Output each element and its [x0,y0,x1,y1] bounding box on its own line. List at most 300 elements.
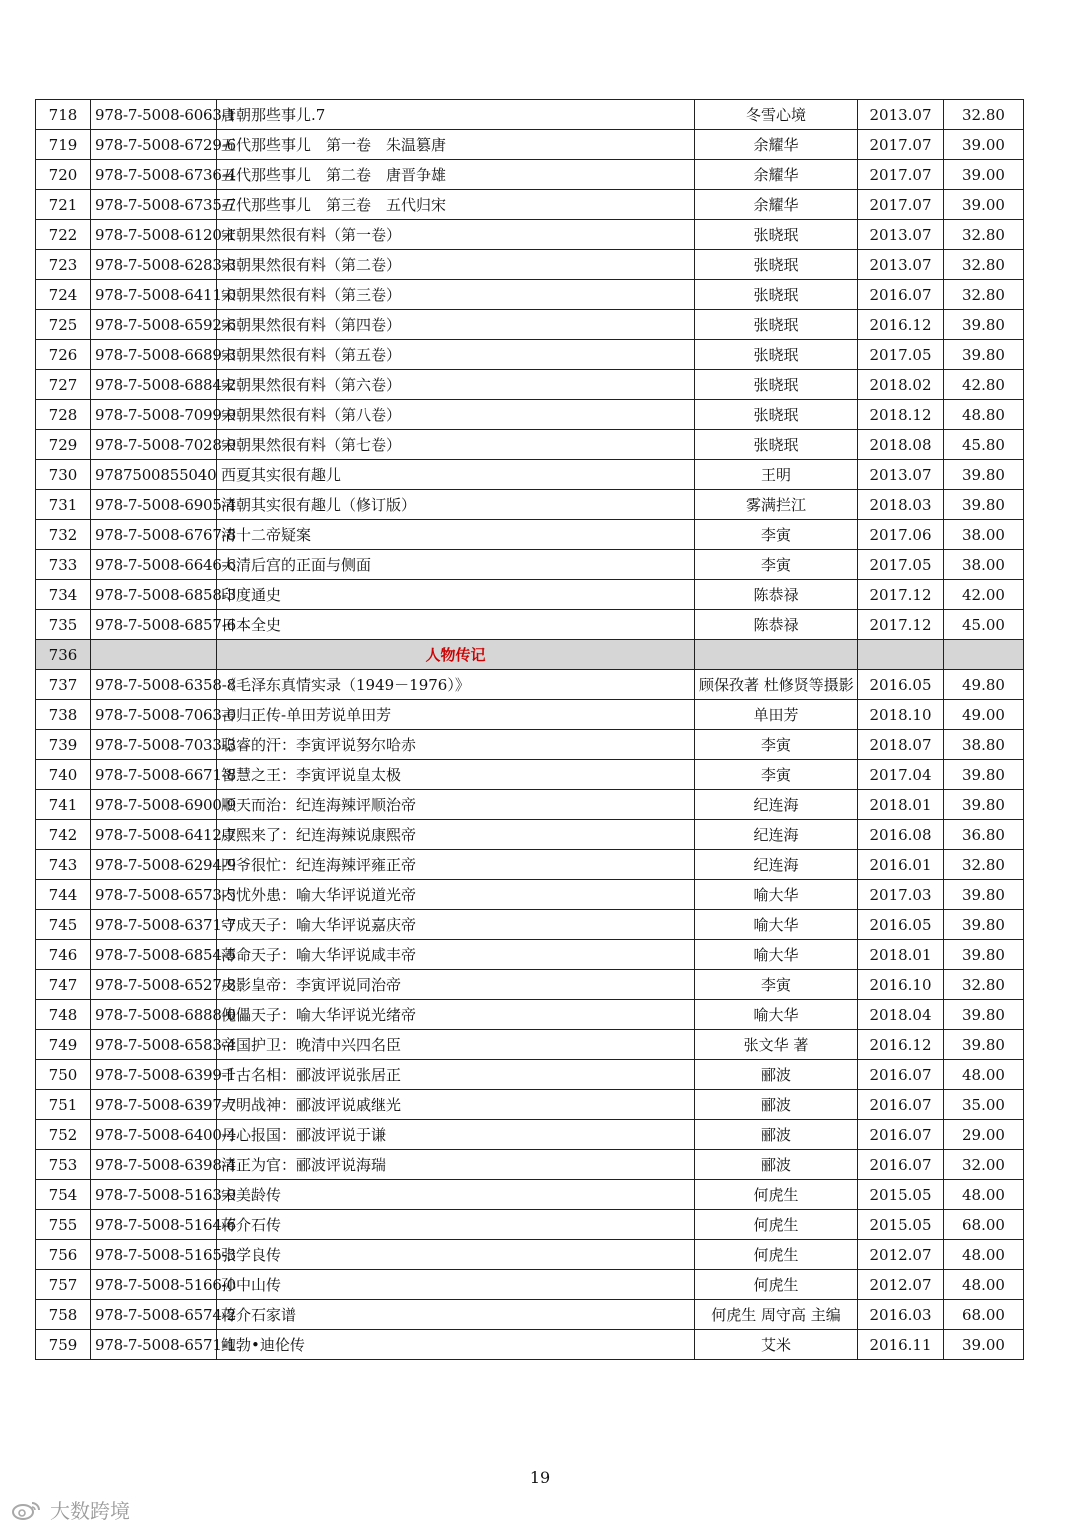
author-cell: 张晓珉 [695,250,858,280]
title-cell: 傀儡天子：喻大华评说光绪帝 [217,1000,695,1030]
row-number: 726 [36,340,91,370]
author-cell: 何虎生 周守高 主编 [695,1300,858,1330]
row-number: 750 [36,1060,91,1090]
price-cell: 39.80 [944,310,1024,340]
table-row [36,460,1024,490]
row-number: 755 [36,1210,91,1240]
date-cell: 2018.08 [858,430,944,460]
date-cell: 2017.04 [858,760,944,790]
title-cell: 蒋介石家谱 [217,1300,695,1330]
row-number: 725 [36,310,91,340]
title-cell: 宋朝果然很有料（第二卷） [217,250,695,280]
isbn-cell: 978-7-5008-5163-9 [91,1180,217,1210]
price-cell: 45.80 [944,430,1024,460]
title-cell: 宋朝果然很有料（第八卷） [217,400,695,430]
row-number: 749 [36,1030,91,1060]
row-number: 727 [36,370,91,400]
row-number: 728 [36,400,91,430]
table-row [36,970,1024,1000]
date-cell: 2016.07 [858,1120,944,1150]
price-cell: 48.00 [944,1060,1024,1090]
row-number: 732 [36,520,91,550]
row-number: 746 [36,940,91,970]
table-row [36,520,1024,550]
author-cell: 陈恭禄 [695,610,858,640]
price-cell: 38.00 [944,550,1024,580]
price-cell: 39.80 [944,340,1024,370]
isbn-cell: 978-7-5008-6400-4 [91,1120,217,1150]
date-cell: 2018.10 [858,700,944,730]
table-row [36,340,1024,370]
title-cell: 五代那些事儿 第三卷 五代归宋 [217,190,695,220]
date-cell: 2017.07 [858,190,944,220]
price-cell: 32.80 [944,850,1024,880]
title-cell: 聪睿的汗：李寅评说努尔哈赤 [217,730,695,760]
date-cell: 2015.05 [858,1180,944,1210]
price-cell: 48.00 [944,1180,1024,1210]
row-number: 738 [36,700,91,730]
price-cell: 39.80 [944,940,1024,970]
date-cell: 2018.01 [858,790,944,820]
table-row [36,220,1024,250]
title-cell: 顺天而治：纪连海辣评顺治帝 [217,790,695,820]
table-row [36,670,1024,700]
date-cell: 2016.03 [858,1300,944,1330]
author-cell: 艾米 [695,1330,858,1360]
author-cell: 纪连海 [695,820,858,850]
author-cell: 喻大华 [695,880,858,910]
table-row [36,1330,1024,1360]
table-row [36,880,1024,910]
row-number: 723 [36,250,91,280]
price-cell: 68.00 [944,1300,1024,1330]
price-cell: 32.80 [944,280,1024,310]
date-cell: 2012.07 [858,1240,944,1270]
author-cell: 喻大华 [695,910,858,940]
table-row [36,430,1024,460]
row-number: 721 [36,190,91,220]
row-number: 747 [36,970,91,1000]
title-cell: 宋朝果然很有料（第六卷） [217,370,695,400]
row-number: 720 [36,160,91,190]
author-cell: 张文华 著 [695,1030,858,1060]
date-cell: 2018.07 [858,730,944,760]
author-cell: 张晓珉 [695,310,858,340]
isbn-cell: 978-7-5008-6735-7 [91,190,217,220]
table-row [36,820,1024,850]
author-cell: 雾满拦江 [695,490,858,520]
price-cell: 42.80 [944,370,1024,400]
isbn-cell: 978-7-5008-6371-7 [91,910,217,940]
table-row [36,370,1024,400]
table-row [36,160,1024,190]
author-cell: 郦波 [695,1090,858,1120]
watermark [10,1495,130,1524]
isbn-cell: 978-7-5008-6900-9 [91,790,217,820]
date-cell: 2016.01 [858,850,944,880]
table-row [36,1120,1024,1150]
author-cell: 余耀华 [695,160,858,190]
price-cell: 29.00 [944,1120,1024,1150]
isbn-cell: 978-7-5008-5164-6 [91,1210,217,1240]
isbn-cell: 978-7-5008-6120-1 [91,220,217,250]
title-cell: 智慧之王：李寅评说皇太极 [217,760,695,790]
price-cell: 49.80 [944,670,1024,700]
table-row [36,790,1024,820]
isbn-cell: 978-7-5008-5165-3 [91,1240,217,1270]
date-cell: 2016.12 [858,310,944,340]
author-cell: 何虎生 [695,1180,858,1210]
isbn-cell: 978-7-5008-6736-4 [91,160,217,190]
date-cell: 2017.06 [858,520,944,550]
isbn-cell: 978-7-5008-6063-1 [91,100,217,130]
date-cell: 2018.01 [858,940,944,970]
date-cell: 2016.07 [858,1060,944,1090]
isbn-cell: 978-7-5008-6671-8 [91,760,217,790]
row-number: 729 [36,430,91,460]
row-number: 753 [36,1150,91,1180]
author-cell: 纪连海 [695,790,858,820]
title-cell: 皮影皇帝：李寅评说同治帝 [217,970,695,1000]
author-cell: 张晓珉 [695,400,858,430]
date-cell: 2016.05 [858,910,944,940]
table-row [36,1240,1024,1270]
price-cell: 39.00 [944,1330,1024,1360]
table-row [36,250,1024,280]
isbn-cell: 978-7-5008-6571-1 [91,1330,217,1360]
price-cell [944,640,1024,670]
title-cell: 张学良传 [217,1240,695,1270]
price-cell: 39.80 [944,490,1024,520]
row-number: 757 [36,1270,91,1300]
title-cell: 清十二帝疑案 [217,520,695,550]
isbn-cell: 978-7-5008-7033-3 [91,730,217,760]
row-number: 733 [36,550,91,580]
table-row [36,850,1024,880]
row-number: 752 [36,1120,91,1150]
isbn-cell: 978-7-5008-6646-6 [91,550,217,580]
title-cell: 帝国护卫：晚清中兴四名臣 [217,1030,695,1060]
row-number: 736 [36,640,91,670]
date-cell: 2017.07 [858,160,944,190]
price-cell: 39.00 [944,190,1024,220]
isbn-cell: 978-7-5008-6574-2 [91,1300,217,1330]
title-cell: 清朝其实很有趣儿（修订版） [217,490,695,520]
author-cell: 郦波 [695,1150,858,1180]
price-cell: 39.80 [944,760,1024,790]
row-number: 735 [36,610,91,640]
isbn-cell: 978-7-5008-6905-4 [91,490,217,520]
isbn-cell: 978-7-5008-6857-6 [91,610,217,640]
author-cell [695,640,858,670]
title-cell: 宋朝果然很有料（第四卷） [217,310,695,340]
row-number: 730 [36,460,91,490]
row-number: 741 [36,790,91,820]
table-row [36,730,1024,760]
isbn-cell: 978-7-5008-6358-8 [91,670,217,700]
table-row [36,280,1024,310]
date-cell: 2016.08 [858,820,944,850]
table-row [36,1030,1024,1060]
row-number: 734 [36,580,91,610]
table-row [36,940,1024,970]
title-cell: 蒋介石传 [217,1210,695,1240]
date-cell: 2018.12 [858,400,944,430]
price-cell: 39.80 [944,910,1024,940]
price-cell: 39.80 [944,1030,1024,1060]
isbn-cell: 978-7-5008-6527-8 [91,970,217,1000]
isbn-cell: 978-7-5008-6411-0 [91,280,217,310]
row-number: 758 [36,1300,91,1330]
table-row [36,1090,1024,1120]
isbn-cell: 978-7-5008-6884-2 [91,370,217,400]
title-cell: 千古名相：郦波评说张居正 [217,1060,695,1090]
isbn-cell: 978-7-5008-7099-9 [91,400,217,430]
row-number: 719 [36,130,91,160]
table-row [36,1150,1024,1180]
date-cell: 2012.07 [858,1270,944,1300]
price-cell: 48.00 [944,1270,1024,1300]
row-number: 744 [36,880,91,910]
price-cell: 48.80 [944,400,1024,430]
price-cell: 39.80 [944,1000,1024,1030]
author-cell: 张晓珉 [695,430,858,460]
table-row [36,1180,1024,1210]
date-cell: 2017.05 [858,550,944,580]
isbn-cell: 978-7-5008-6888-0 [91,1000,217,1030]
row-number: 743 [36,850,91,880]
date-cell: 2018.04 [858,1000,944,1030]
isbn-cell: 978-7-5008-6689-3 [91,340,217,370]
row-number: 742 [36,820,91,850]
author-cell: 王明 [695,460,858,490]
author-cell: 郦波 [695,1120,858,1150]
price-cell: 48.00 [944,1240,1024,1270]
price-cell: 39.80 [944,460,1024,490]
author-cell: 何虎生 [695,1210,858,1240]
date-cell: 2016.10 [858,970,944,1000]
table-row [36,580,1024,610]
row-number: 718 [36,100,91,130]
row-number: 740 [36,760,91,790]
isbn-cell: 9787500855040 [91,460,217,490]
price-cell: 45.00 [944,610,1024,640]
row-number: 724 [36,280,91,310]
date-cell: 2015.05 [858,1210,944,1240]
date-cell: 2017.12 [858,580,944,610]
title-cell: 言归正传-单田芳说单田芳 [217,700,695,730]
catalog-body [36,100,1024,1360]
author-cell: 余耀华 [695,130,858,160]
isbn-cell: 978-7-5008-6854-5 [91,940,217,970]
isbn-cell: 978-7-5008-6767-8 [91,520,217,550]
table-row [36,1000,1024,1030]
date-cell: 2016.07 [858,1150,944,1180]
title-cell: 宋朝果然很有料（第五卷） [217,340,695,370]
section-header-row [36,640,1024,670]
date-cell [858,640,944,670]
isbn-cell: 978-7-5008-6592-6 [91,310,217,340]
isbn-cell: 978-7-5008-6729-6 [91,130,217,160]
author-cell: 何虎生 [695,1240,858,1270]
author-cell: 何虎生 [695,1270,858,1300]
author-cell: 单田芳 [695,700,858,730]
table-row [36,190,1024,220]
title-cell: 宋美龄传 [217,1180,695,1210]
title-cell: 孙中山传 [217,1270,695,1300]
title-cell: 鲍勃•迪伦传 [217,1330,695,1360]
table-row [36,700,1024,730]
price-cell: 36.80 [944,820,1024,850]
isbn-cell: 978-7-5008-6858-3 [91,580,217,610]
price-cell: 39.00 [944,160,1024,190]
price-cell: 35.00 [944,1090,1024,1120]
table-row [36,550,1024,580]
title-cell: 日本全史 [217,610,695,640]
section-title: 人物传记 [217,640,695,670]
book-catalog-table [35,99,1024,1360]
weibo-logo-icon [10,1499,44,1521]
isbn-cell: 978-7-5008-6283-3 [91,250,217,280]
date-cell: 2013.07 [858,220,944,250]
isbn-cell: 978-7-5008-5166-0 [91,1270,217,1300]
title-cell: 宋朝果然很有料（第三卷） [217,280,695,310]
title-cell: 五代那些事儿 第一卷 朱温篡唐 [217,130,695,160]
author-cell: 冬雪心境 [695,100,858,130]
isbn-cell: 978-7-5008-7028-9 [91,430,217,460]
date-cell: 2017.03 [858,880,944,910]
row-number: 751 [36,1090,91,1120]
watermark-text: 大数跨境 [50,1499,130,1523]
date-cell: 2018.03 [858,490,944,520]
author-cell: 纪连海 [695,850,858,880]
price-cell: 68.00 [944,1210,1024,1240]
price-cell: 39.80 [944,790,1024,820]
row-number: 756 [36,1240,91,1270]
author-cell: 李寅 [695,730,858,760]
isbn-cell: 978-7-5008-6399-1 [91,1060,217,1090]
author-cell: 李寅 [695,520,858,550]
isbn-cell: 978-7-5008-6397-7 [91,1090,217,1120]
author-cell: 郦波 [695,1060,858,1090]
title-cell: 唐朝那些事儿.7 [217,100,695,130]
author-cell: 陈恭禄 [695,580,858,610]
table-row [36,490,1024,520]
row-number: 737 [36,670,91,700]
price-cell: 42.00 [944,580,1024,610]
author-cell: 张晓珉 [695,220,858,250]
date-cell: 2013.07 [858,100,944,130]
author-cell: 李寅 [695,760,858,790]
price-cell: 39.00 [944,130,1024,160]
author-cell: 喻大华 [695,940,858,970]
price-cell: 32.00 [944,1150,1024,1180]
page-number: 19 [529,1468,551,1487]
isbn-cell [91,640,217,670]
isbn-cell: 978-7-5008-6398-4 [91,1150,217,1180]
row-number: 748 [36,1000,91,1030]
price-cell: 32.80 [944,100,1024,130]
date-cell: 2016.07 [858,1090,944,1120]
table-row [36,910,1024,940]
row-number: 722 [36,220,91,250]
row-number: 745 [36,910,91,940]
price-cell: 38.00 [944,520,1024,550]
author-cell: 张晓珉 [695,340,858,370]
isbn-cell: 978-7-5008-6294-9 [91,850,217,880]
date-cell: 2017.07 [858,130,944,160]
title-cell: 内忧外患：喻大华评说道光帝 [217,880,695,910]
title-cell: 大清后宫的正面与侧面 [217,550,695,580]
date-cell: 2016.07 [858,280,944,310]
row-number: 759 [36,1330,91,1360]
date-cell: 2016.11 [858,1330,944,1360]
isbn-cell: 978-7-5008-7063-0 [91,700,217,730]
price-cell: 49.00 [944,700,1024,730]
date-cell: 2016.05 [858,670,944,700]
table-row [36,100,1024,130]
table-row [36,1060,1024,1090]
date-cell: 2017.05 [858,340,944,370]
row-number: 731 [36,490,91,520]
title-cell: 五代那些事儿 第二卷 唐晋争雄 [217,160,695,190]
date-cell: 2018.02 [858,370,944,400]
title-cell: 丹心报国：郦波评说于谦 [217,1120,695,1150]
title-cell: 康熙来了：纪连海辣说康熙帝 [217,820,695,850]
table-row [36,760,1024,790]
title-cell: 印度通史 [217,580,695,610]
table-row [36,130,1024,160]
author-cell: 李寅 [695,970,858,1000]
price-cell: 32.80 [944,220,1024,250]
price-cell: 39.80 [944,880,1024,910]
date-cell: 2013.07 [858,460,944,490]
author-cell: 余耀华 [695,190,858,220]
title-cell: 清正为官：郦波评说海瑞 [217,1150,695,1180]
table-row [36,1270,1024,1300]
date-cell: 2016.12 [858,1030,944,1060]
isbn-cell: 978-7-5008-6412-7 [91,820,217,850]
price-cell: 32.80 [944,250,1024,280]
title-cell: 《毛泽东真情实录（1949－1976）》 [217,670,695,700]
author-cell: 张晓珉 [695,280,858,310]
table-row [36,400,1024,430]
title-cell: 守成天子：喻大华评说嘉庆帝 [217,910,695,940]
title-cell: 西夏其实很有趣儿 [217,460,695,490]
date-cell: 2013.07 [858,250,944,280]
row-number: 739 [36,730,91,760]
title-cell: 四爷很忙：纪连海辣评雍正帝 [217,850,695,880]
table-row [36,1300,1024,1330]
author-cell: 喻大华 [695,1000,858,1030]
title-cell: 宋朝果然很有料（第七卷） [217,430,695,460]
isbn-cell: 978-7-5008-6573-5 [91,880,217,910]
title-cell: 大明战神：郦波评说戚继光 [217,1090,695,1120]
row-number: 754 [36,1180,91,1210]
price-cell: 32.80 [944,970,1024,1000]
author-cell: 顾保孜著 杜修贤等摄影 [695,670,858,700]
table-row [36,610,1024,640]
table-row [36,1210,1024,1240]
isbn-cell: 978-7-5008-6583-4 [91,1030,217,1060]
date-cell: 2017.12 [858,610,944,640]
price-cell: 38.80 [944,730,1024,760]
author-cell: 张晓珉 [695,370,858,400]
table-row [36,310,1024,340]
title-cell: 宋朝果然很有料（第一卷） [217,220,695,250]
title-cell: 薄命天子：喻大华评说咸丰帝 [217,940,695,970]
author-cell: 李寅 [695,550,858,580]
